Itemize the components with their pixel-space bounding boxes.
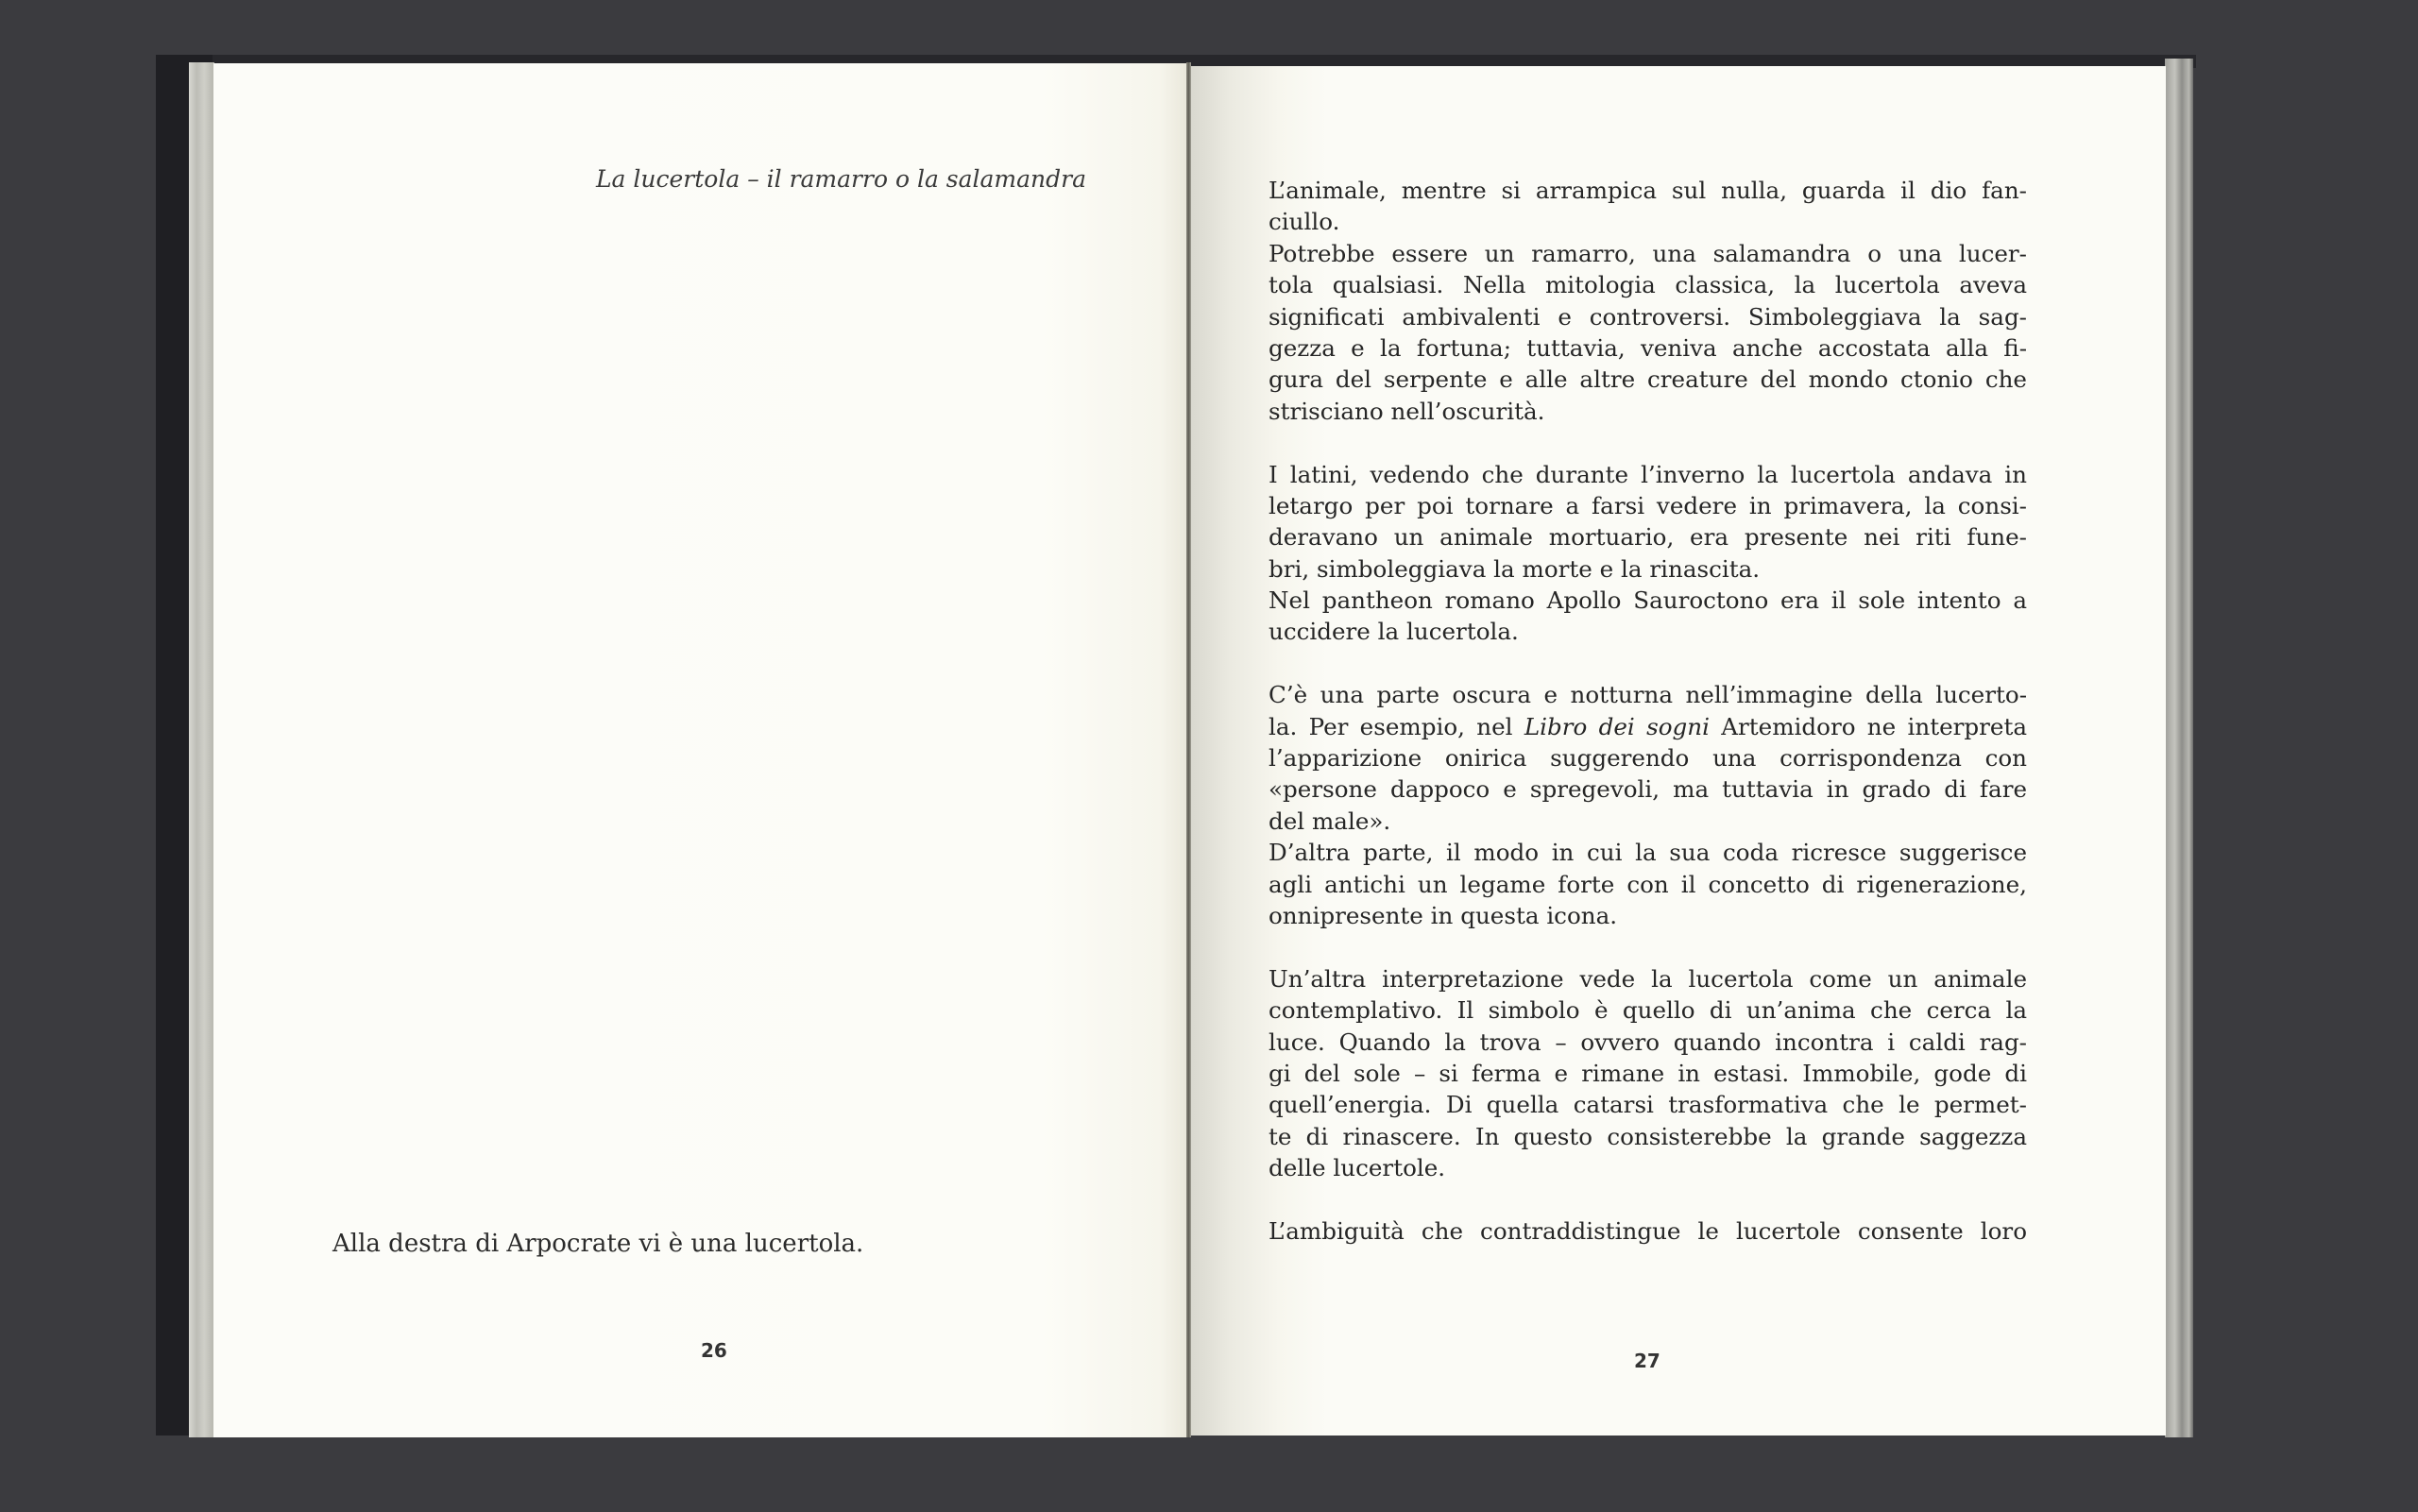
text-line: «persone dappoco e spregevoli, ma tuttavia in grado di fare xyxy=(1269,775,2027,804)
text-line: bri, simboleggiava la morte e la rinascita. xyxy=(1269,554,1761,583)
text-line: gura del serpente e alle altre creature del mondo ctonio che xyxy=(1269,365,2027,394)
right-page xyxy=(1191,66,2166,1436)
book-gutter xyxy=(1186,62,1191,1437)
text-line: Nel pantheon romano Apollo Sauroctono era il sole intento a xyxy=(1269,586,2027,615)
page-number-right: 27 xyxy=(1634,1350,1660,1372)
text-line: quell’energia. Di quella catarsi trasformativa che le permet- xyxy=(1269,1091,2027,1119)
text-line: onnipresente in questa icona. xyxy=(1269,901,1618,929)
text-line: C’è una parte oscura e notturna nell’immagine della lucerto- xyxy=(1269,681,2027,709)
text-fragment: la. Per esempio, nel xyxy=(1269,712,1524,740)
text-line: strisciano nell’oscurità. xyxy=(1269,397,1545,425)
running-head: La lucertola – il ramarro o la salamandra xyxy=(595,165,1086,193)
text-line: significati ambivalenti e controversi. Simboleggiava la sag- xyxy=(1269,302,2027,331)
left-page-text: Alla destra di Arpocrate vi è una lucertola. xyxy=(332,1230,864,1258)
text-line: deravano un animale mortuario, era presente nei riti fune- xyxy=(1269,523,2027,552)
text-line: del male». xyxy=(1269,807,1391,835)
right-page-body-text xyxy=(1269,175,2027,1247)
text-line: gezza e la fortuna; tuttavia, veniva anche accostata alla fi- xyxy=(1269,333,2027,362)
text-line: luce. Quando la trova – ovvero quando incontra i caldi rag- xyxy=(1269,1028,2027,1056)
text-line: contemplativo. Il simbolo è quello di un’anima che cerca la xyxy=(1269,996,2027,1025)
text-line: tola qualsiasi. Nella mitologia classica, la lucertola aveva xyxy=(1269,271,2027,299)
page-number-left: 26 xyxy=(701,1339,727,1362)
book-title-italic: Libro dei sogni xyxy=(1524,712,1710,740)
text-line: L’animale, mentre si arrampica sul nulla, guarda il dio fan- xyxy=(1269,177,2027,204)
text-fragment: Artemidoro ne interpreta xyxy=(1709,712,2027,740)
page-edges-left xyxy=(189,62,214,1437)
text-line: Un’altra interpretazione vede la lucertola come un animale xyxy=(1269,964,2027,993)
paragraph-gap xyxy=(1269,931,2027,962)
text-line: uccidere la lucertola. xyxy=(1269,618,1519,646)
paragraph-gap xyxy=(1269,1184,2027,1215)
text-line: gi del sole – si ferma e rimane in estasi. Immobile, gode di xyxy=(1269,1059,2027,1087)
text-line: letargo per poi tornare a farsi vedere in primavera, la consi- xyxy=(1269,491,2027,519)
left-page xyxy=(213,63,1188,1437)
paragraph-gap xyxy=(1269,427,2027,458)
paragraph-gap xyxy=(1269,648,2027,679)
text-line: ciullo. xyxy=(1269,208,1340,236)
text-line: D’altra parte, il modo in cui la sua coda ricresce suggerisce xyxy=(1269,839,2027,867)
page-edges-right xyxy=(2165,59,2193,1437)
text-line: Potrebbe essere un ramarro, una salamandra o una lucer- xyxy=(1269,239,2027,267)
text-line: l’apparizione onirica suggerendo una corrispondenza con xyxy=(1269,744,2027,773)
text-line xyxy=(1269,711,2027,742)
text-line: L’ambiguità che contraddistingue le lucertole consente loro xyxy=(1269,1216,2027,1245)
text-line: delle lucertole. xyxy=(1269,1154,1446,1182)
text-line: agli antichi un legame forte con il concetto di rigenerazione, xyxy=(1269,870,2027,898)
text-line: te di rinascere. In questo consisterebbe la grande saggezza xyxy=(1269,1122,2027,1150)
text-line: I latini, vedendo che durante l’inverno la lucertola andava in xyxy=(1269,460,2027,488)
